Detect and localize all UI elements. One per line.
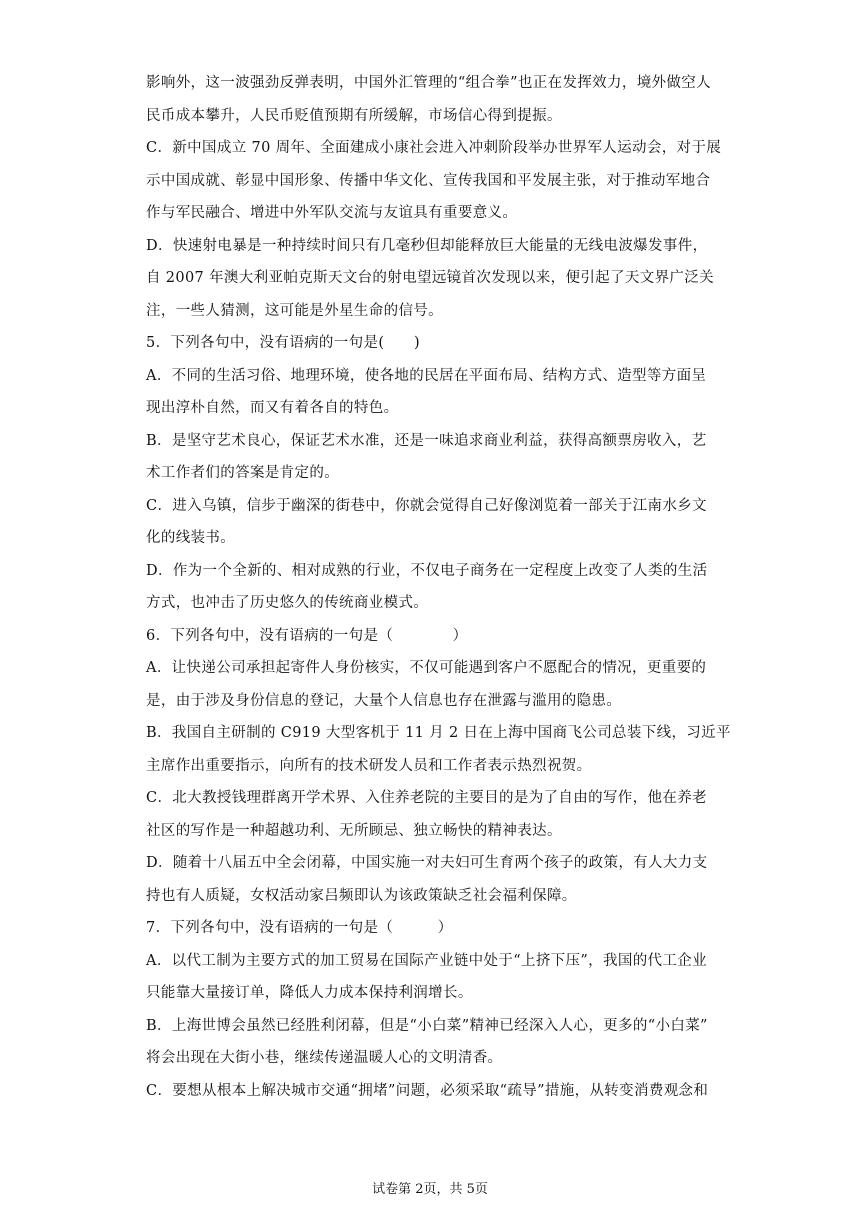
text-line: C．新中国成立 70 周年、全面建成小康社会进入冲刺阶段举办世界军人运动会，对于展 [146,140,722,156]
text-line: 注，一些人猜测，这可能是外星生命的信号。 [146,302,443,319]
text-line: B．上海世博会虽然已经胜利闭幕，但是“小白菜”精神已经深入人心，更多的“小白菜” [146,1017,708,1034]
text-line: A．不同的生活习俗、地理环境，使各地的民居在平面布局、结构方式、造型等方面呈 [146,367,707,384]
text-line: 化的线装书。 [146,530,236,546]
question-6-stem: 6．下列各句中，没有语病的一句是（ ） [146,627,468,644]
text-line: 方式，也冲击了历史悠久的传统商业模式。 [146,595,429,611]
text-line: 影响外，这一波强劲反弹表明，中国外汇管理的“组合拳”也正在发挥效力，境外做空人 [146,75,711,91]
text-line: 是，由于涉及身份信息的登记，大量个人信息也存在泄露与滥用的隐患。 [146,692,622,709]
text-line: 只能靠大量接订单，降低人力成本保持利润增长。 [146,985,473,1001]
text-line: 持也有人质疑，女权活动家吕频即认为该政策缺乏社会福利保障。 [146,887,577,904]
text-line: 术工作者们的答案是肯定的。 [146,465,340,481]
text-line: C．进入乌镇，信步于幽深的街巷中，你就会觉得自己好像浏览着一部关于江南水乡文 [146,497,707,514]
question-5-stem: 5．下列各句中，没有语病的一句是( ) [146,335,421,351]
text-line: 社区的写作是一种超越功利、无所顾忌、独立畅快的精神表达。 [146,822,562,839]
text-line: 示中国成就、彰显中国形象、传播中华文化、宣传我国和平发展主张，对于推动军地合 [146,172,711,189]
text-line: A．以代工制为主要方式的加工贸易在国际产业链中处于“上挤下压”，我国的代工企业 [146,952,707,969]
text-line: B．是坚守艺术良心，保证艺术水准，还是一味追求商业利益，获得高额票房收入，艺 [146,432,707,449]
text-line: 现出淳朴自然，而又有着各自的特色。 [146,400,399,416]
question-text [146,67,731,1107]
text-line: 主席作出重要指示，向所有的技术研发人员和工作者表示热烈祝贺。 [146,757,592,774]
text-line: 自 2007 年澳大利亚帕克斯天文台的射电望远镜首次发现以来，便引起了天文界广泛关 [146,270,714,286]
text-line: A．让快递公司承担起寄件人身份核实，不仅可能遇到客户不愿配合的情况，更重要的 [146,660,707,676]
text-line: B．我国自主研制的 C919 大型客机于 11 月 2 日在上海中国商飞公司总装下线，习近平 [146,725,731,741]
text-line: 将会出现在大街小巷，继续传递温暖人心的文明清香。 [146,1050,503,1066]
text-line: D．作为一个全新的、相对成熟的行业，不仅电子商务在一定程度上改变了人类的生活 [146,562,708,579]
question-7-stem: 7．下列各句中，没有语病的一句是（ ） [146,920,453,936]
page-footer: 试卷第 2页，共 5页 [372,1182,488,1197]
text-line: 作与军民融合、增进中外军队交流与友谊具有重要意义。 [146,205,518,221]
text-line: C．要想从根本上解决城市交通“拥堵”问题，必须采取“疏导”措施，从转变消费观念和 [146,1082,709,1099]
text-line: 民币成本攀升，人民币贬值预期有所缓解，市场信心得到提振。 [146,107,562,124]
text-line: D．快速射电暴是一种持续时间只有几毫秒但却能释放巨大能量的无线电波爆发事件， [146,237,708,254]
text-line: D．随着十八届五中全会闭幕，中国实施一对夫妇可生育两个孩子的政策，有人大力支 [146,855,708,871]
text-line: C．北大教授钱理群离开学术界、入住养老院的主要目的是为了自由的写作，他在养老 [146,790,707,806]
